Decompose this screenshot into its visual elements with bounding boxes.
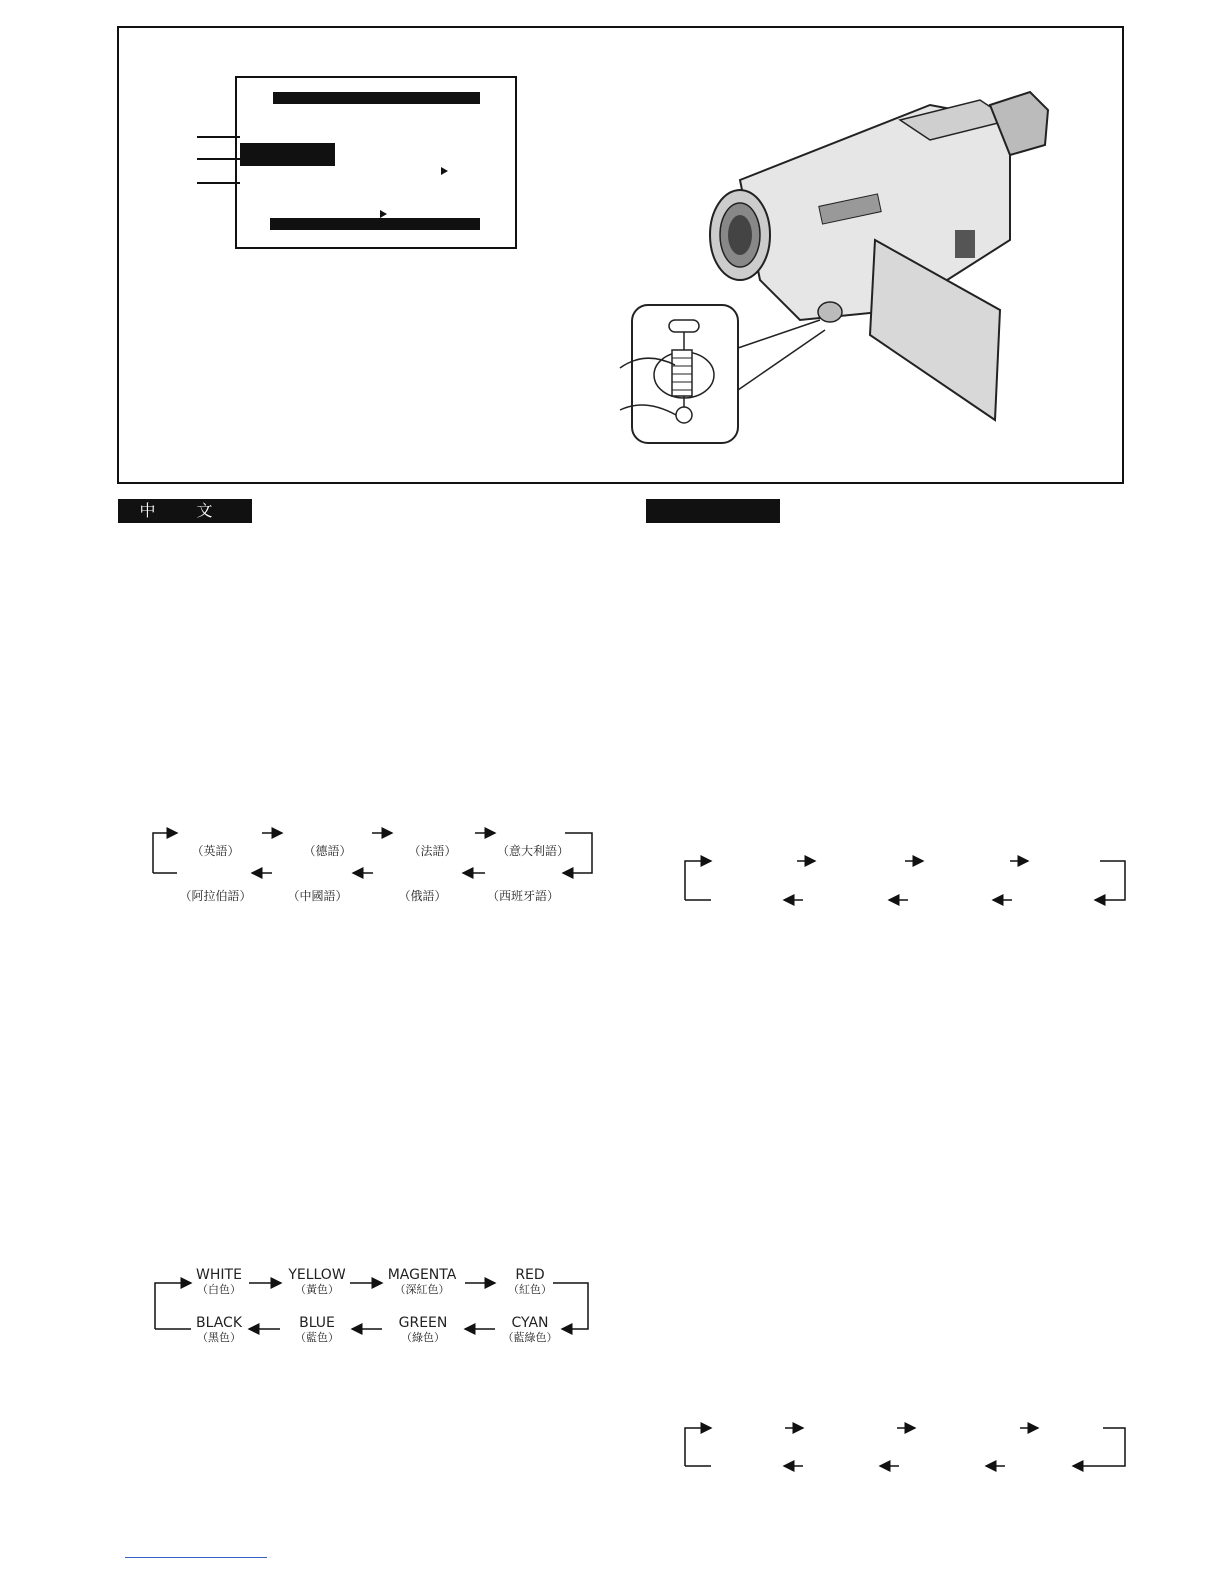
callout-line (197, 182, 240, 184)
color-cycle-arrows-english (675, 1412, 1135, 1482)
color-name-zh: （紅色） (508, 1283, 552, 1296)
osd-bottom-bar (270, 218, 480, 230)
color-name: YELLOW (288, 1267, 346, 1283)
color-name: RED (515, 1267, 545, 1283)
color-name: WHITE (196, 1267, 242, 1283)
color-name: CYAN (511, 1315, 549, 1331)
osd-arrow-right-icon (380, 210, 387, 218)
osd-title-bar (273, 92, 480, 104)
osd-highlight-item (240, 143, 335, 166)
callout-line (197, 158, 240, 160)
color-option-black (183, 1315, 255, 1345)
color-option-magenta (382, 1267, 462, 1297)
language-label: （俄語） (398, 889, 447, 903)
color-option-white (183, 1267, 255, 1297)
color-name: BLUE (299, 1315, 335, 1331)
language-label: （西班牙語） (486, 889, 559, 903)
color-name-zh: （藍綠色） (502, 1331, 558, 1344)
color-option-cyan (494, 1315, 566, 1345)
color-name-zh: （黑色） (197, 1331, 241, 1344)
language-label: （德語） (303, 844, 352, 858)
osd-arrow-right-icon (441, 167, 448, 175)
color-name: BLACK (195, 1315, 242, 1331)
language-label: （中國語） (287, 889, 348, 903)
color-option-yellow (280, 1267, 354, 1297)
language-label: （意大利語） (496, 844, 569, 858)
callout-line (197, 136, 240, 138)
color-option-red (498, 1267, 562, 1297)
color-option-green (385, 1315, 461, 1345)
language-label: （阿拉伯語） (179, 889, 252, 903)
language-label: （英語） (191, 844, 240, 858)
language-cycle-arrows-english (675, 845, 1135, 915)
color-name-zh: （綠色） (401, 1331, 445, 1344)
color-name-zh: （藍色） (295, 1331, 339, 1344)
footer-line (125, 1557, 267, 1558)
section-tab-english (646, 499, 780, 523)
section-tab-chinese: 中 文 (118, 499, 252, 523)
language-label: （法語） (408, 844, 457, 858)
color-name: MAGENTA (387, 1267, 457, 1283)
camcorder-illustration (600, 80, 1070, 460)
color-name-zh: （白色） (197, 1283, 241, 1296)
color-name: GREEN (398, 1315, 448, 1331)
color-name-zh: （深紅色） (394, 1283, 450, 1296)
color-option-blue (280, 1315, 354, 1345)
color-name-zh: （黃色） (295, 1283, 339, 1296)
